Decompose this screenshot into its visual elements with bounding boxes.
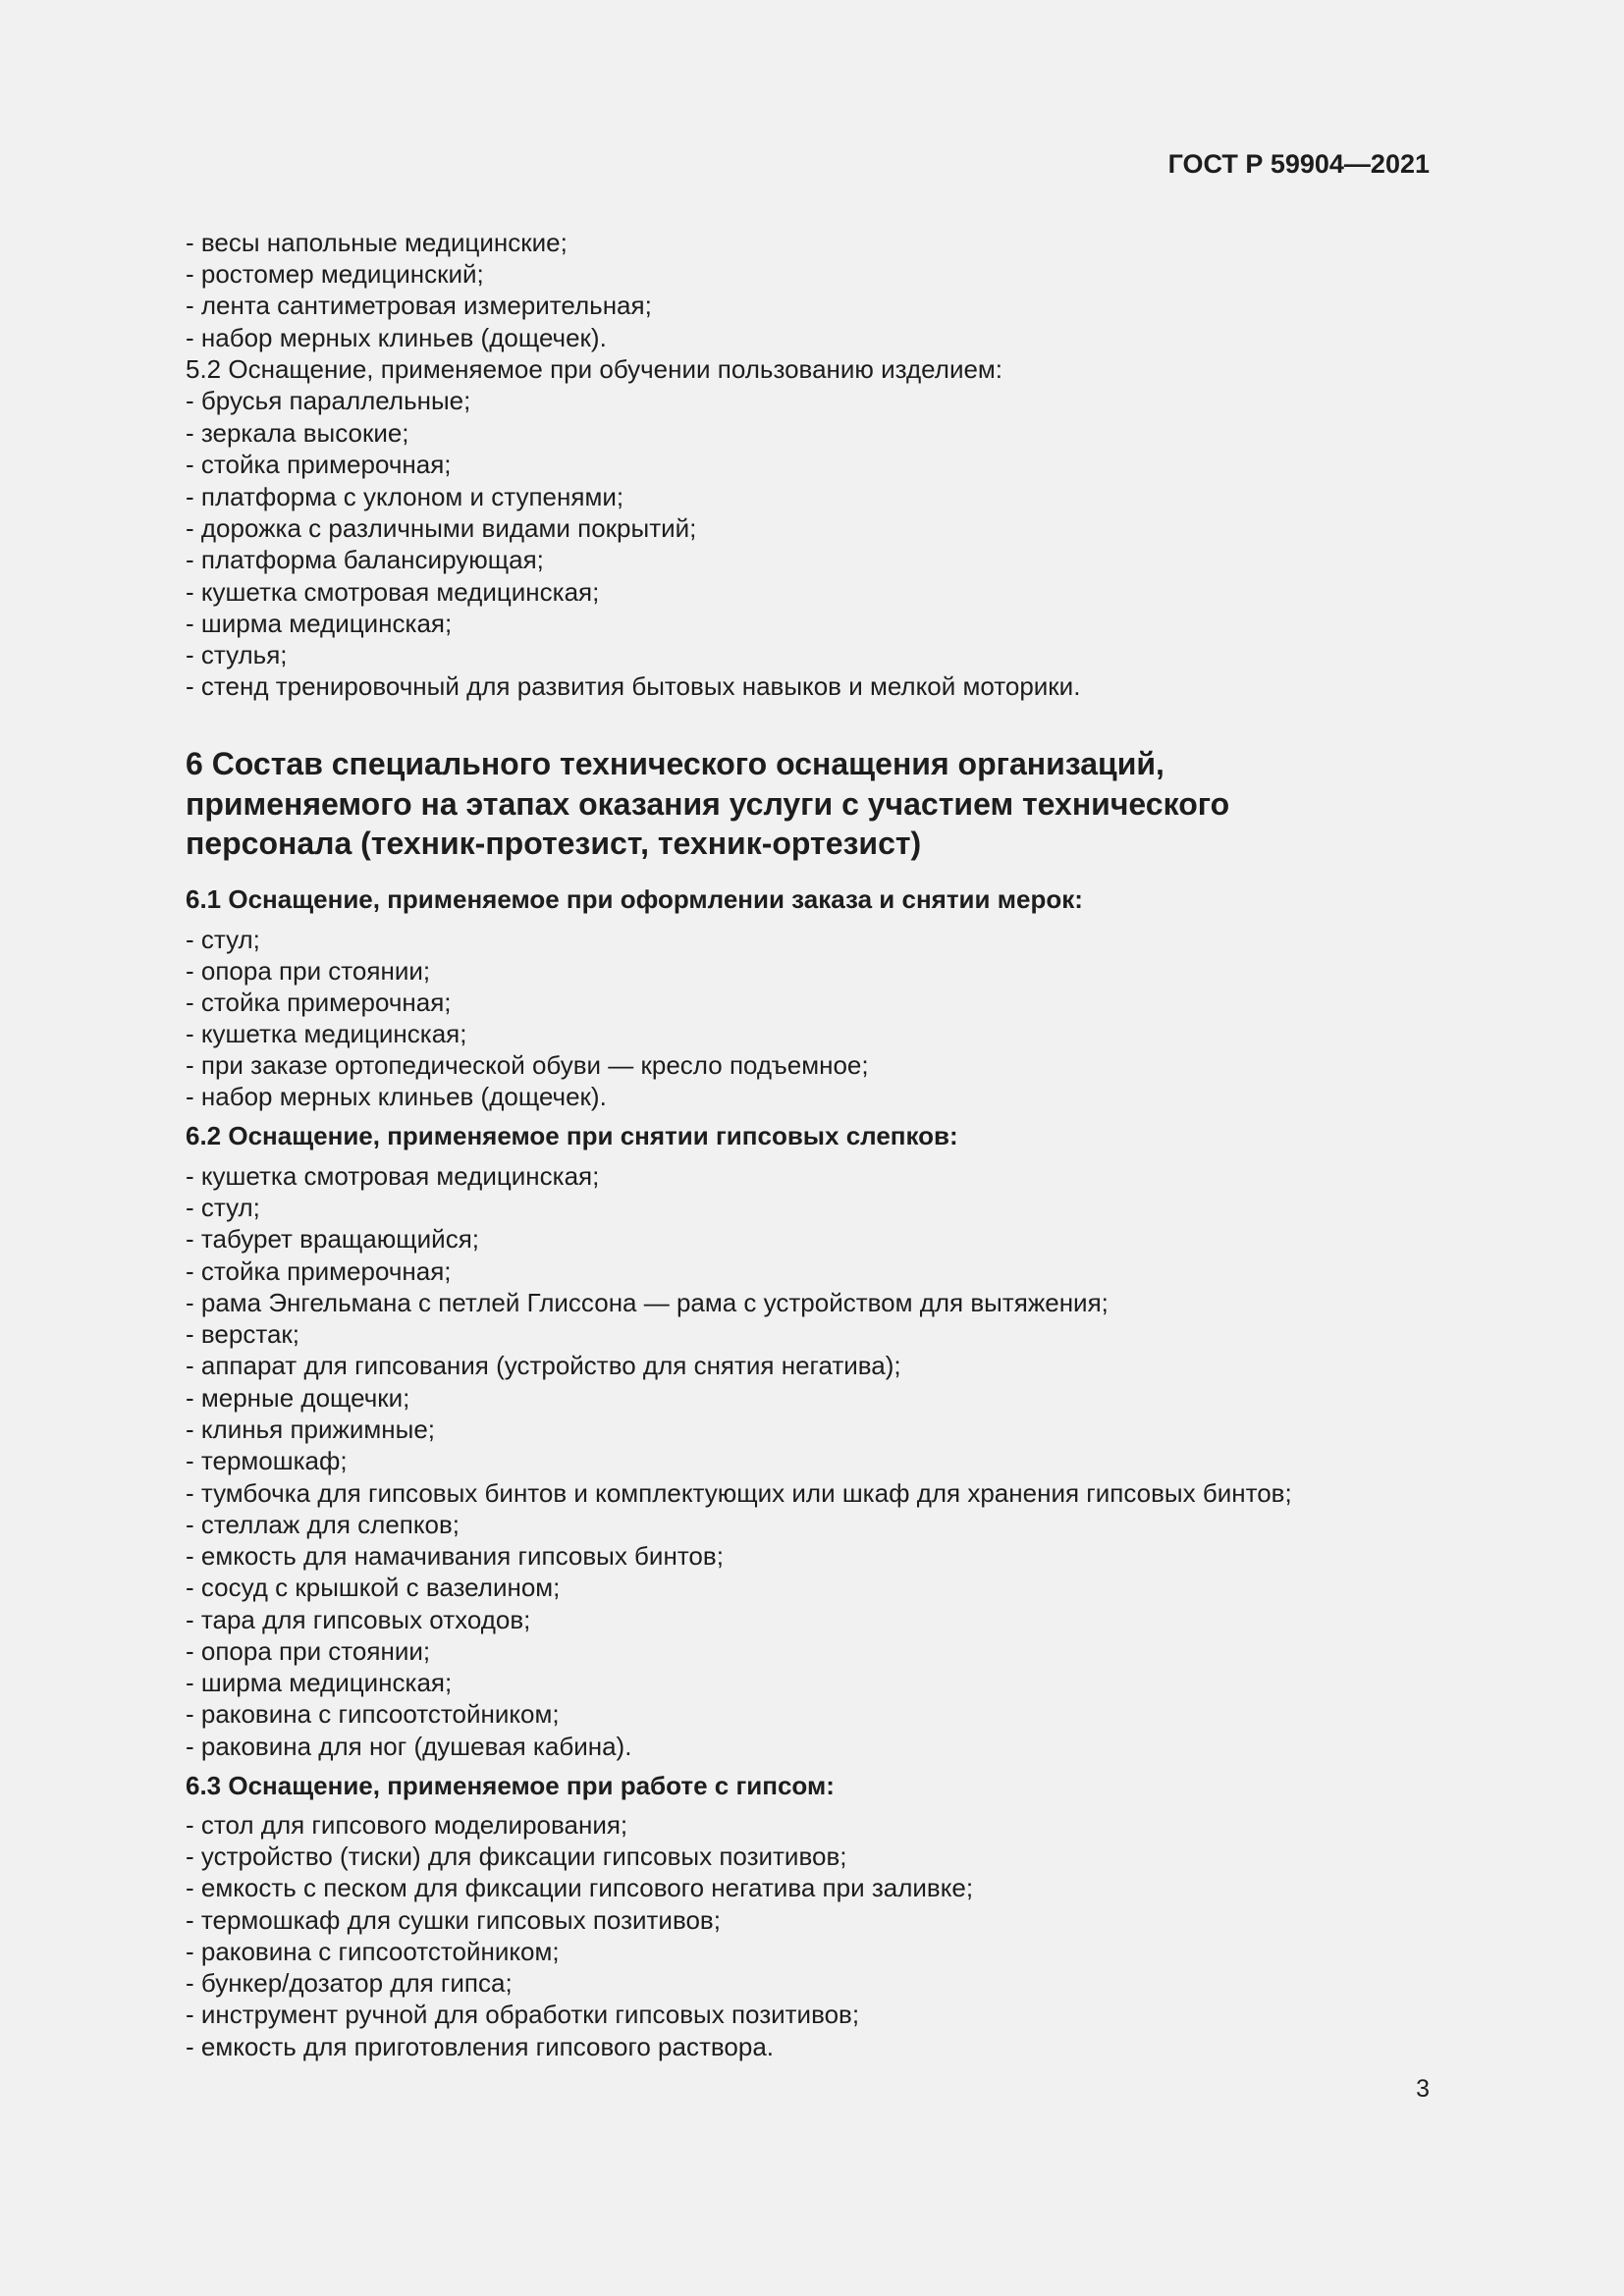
list-item: - набор мерных клиньев (дощечек). — [186, 323, 607, 352]
list-item: - термошкаф для сушки гипсовых позитивов; — [186, 1905, 721, 1935]
list-item: - аппарат для гипсования (устройство для снятия негатива); — [186, 1351, 901, 1380]
section-6-title: применяемого на этапах оказания услуги с участием технического — [186, 786, 1230, 822]
list-item: - набор мерных клиньев (дощечек). — [186, 1082, 607, 1111]
list-item: - сосуд с крышкой с вазелином; — [186, 1573, 561, 1602]
list-item: - тумбочка для гипсовых бинтов и комплектующих или шкаф для хранения гипсовых бинтов; — [186, 1478, 1292, 1508]
list-item: - кушетка смотровая медицинская; — [186, 577, 600, 607]
page-number: 3 — [1416, 2075, 1430, 2103]
list-item: - ширма медицинская; — [186, 1668, 453, 1697]
list-item: - инструмент ручной для обработки гипсовых позитивов; — [186, 2000, 860, 2029]
clause-6-1-heading: 6.1 Оснащение, применяемое при оформлении заказа и снятии мерок: — [186, 884, 1083, 914]
clause-6-2-heading: 6.2 Оснащение, применяемое при снятии гипсовых слепков: — [186, 1121, 958, 1150]
list-item: - кушетка смотровая медицинская; — [186, 1161, 600, 1191]
list-item: - стул; — [186, 925, 260, 954]
list-item: - клинья прижимные; — [186, 1415, 436, 1444]
list-item: - стойка примерочная; — [186, 988, 452, 1017]
section-6-title: 6 Состав специального технического оснащения организаций, — [186, 746, 1164, 781]
list-item: - тара для гипсовых отходов; — [186, 1605, 531, 1634]
list-item: - кушетка медицинская; — [186, 1019, 467, 1048]
clause-5-2-heading: 5.2 Оснащение, применяемое при обучении пользованию изделием: — [186, 354, 1003, 384]
list-item: - раковина с гипсоотстойником; — [186, 1699, 560, 1729]
list-item: - емкость для приготовления гипсового раствора. — [186, 2032, 775, 2061]
list-item: - раковина для ног (душевая кабина). — [186, 1732, 632, 1761]
list-item: - ростомер медицинский; — [186, 259, 484, 289]
list-item: - стол для гипсового моделирования; — [186, 1810, 628, 1840]
list-item: - мерные дощечки; — [186, 1383, 410, 1413]
list-item: - стеллаж для слепков; — [186, 1510, 460, 1539]
list-item: - раковина с гипсоотстойником; — [186, 1937, 560, 1966]
clause-6-3-heading: 6.3 Оснащение, применяемое при работе с гипсом: — [186, 1771, 835, 1800]
list-item: - стенд тренировочный для развития бытовых навыков и мелкой моторики. — [186, 671, 1081, 701]
list-item: - верстак; — [186, 1319, 299, 1349]
list-item: - рама Энгельмана с петлей Глиссона — рама с устройством для вытяжения; — [186, 1288, 1109, 1317]
list-item: - лента сантиметровая измерительная; — [186, 291, 652, 320]
list-item: - весы напольные медицинские; — [186, 228, 568, 257]
list-item: - емкость для намачивания гипсовых бинтов; — [186, 1541, 724, 1571]
list-item: - термошкаф; — [186, 1446, 348, 1475]
list-item: - бункер/дозатор для гипса; — [186, 1968, 513, 1998]
document-number-header: ГОСТ Р 59904—2021 — [1167, 149, 1430, 179]
section-6-title: персонала (техник-протезист, техник-ортезист) — [186, 826, 922, 861]
list-item: - опора при стоянии; — [186, 956, 431, 986]
list-item: - платформа с уклоном и ступенями; — [186, 482, 624, 511]
list-item: - устройство (тиски) для фиксации гипсовых позитивов; — [186, 1842, 847, 1871]
list-item: - стул; — [186, 1193, 260, 1222]
list-item: - брусья параллельные; — [186, 386, 471, 415]
list-item: - дорожка с различными видами покрытий; — [186, 513, 697, 543]
list-item: - табурет вращающийся; — [186, 1224, 479, 1254]
list-item: - при заказе ортопедической обуви — кресло подъемное; — [186, 1050, 869, 1080]
list-item: - стойка примерочная; — [186, 1256, 452, 1286]
list-item: - стойка примерочная; — [186, 450, 452, 479]
list-item: - стулья; — [186, 640, 288, 669]
list-item: - опора при стоянии; — [186, 1636, 431, 1666]
list-item: - зеркала высокие; — [186, 418, 409, 448]
list-item: - платформа балансирующая; — [186, 545, 544, 574]
list-item: - ширма медицинская; — [186, 609, 453, 638]
list-item: - емкость с песком для фиксации гипсового негатива при заливке; — [186, 1873, 974, 1902]
